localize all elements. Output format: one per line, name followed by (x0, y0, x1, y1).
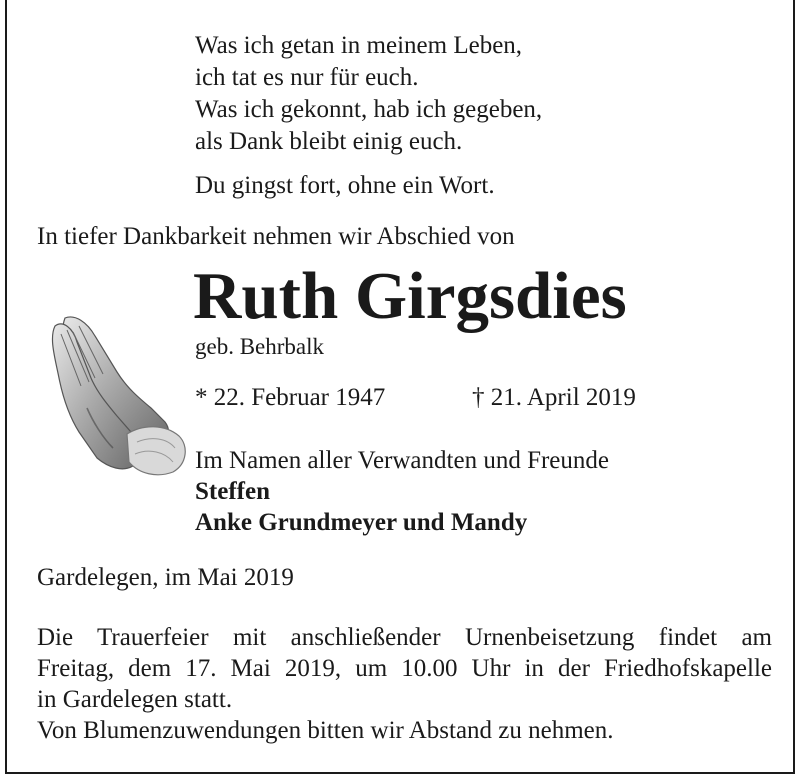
notice-line: Freitag, dem 17. Mai 2019, um 10.00 Uhr in der Friedhofskapelle (37, 655, 772, 682)
mourners (195, 445, 609, 538)
mourners-intro: Im Namen aller Verwandten und Freunde (195, 447, 609, 474)
notice-line: Die Trauerfeier mit anschließender Urnenbeisetzung findet am (37, 624, 772, 651)
poem-line: als Dank bleibt einig euch. (195, 128, 463, 155)
poem-line: Was ich getan in meinem Leben, (195, 32, 523, 59)
death-date: † 21. April 2019 (472, 384, 636, 411)
deceased-name: Ruth Girgsdies (193, 259, 627, 333)
poem-closing: Du gingst fort, ohne ein Wort. (195, 172, 495, 199)
notice-line: in Gardelegen statt. (37, 686, 233, 713)
birth-date: * 22. Februar 1947 (195, 384, 386, 411)
poem-line: ich tat es nur für euch. (195, 64, 419, 91)
notice-line: Von Blumenzuwendungen bitten wir Abstand zu nehmen. (37, 717, 614, 744)
birth-name: geb. Behrbalk (195, 334, 325, 359)
obituary-notice (5, 0, 795, 774)
mourner-name: Steffen (195, 478, 270, 505)
poem-line: Was ich gekonnt, hab ich gegeben, (195, 96, 543, 123)
place-date: Gardelegen, im Mai 2019 (37, 564, 294, 591)
mourner-name: Anke Grundmeyer und Mandy (195, 509, 528, 536)
farewell-intro: In tiefer Dankbarkeit nehmen wir Abschied von (37, 223, 515, 250)
funeral-notice (37, 622, 772, 746)
praying-hands-icon (47, 312, 197, 482)
poem (195, 30, 542, 202)
